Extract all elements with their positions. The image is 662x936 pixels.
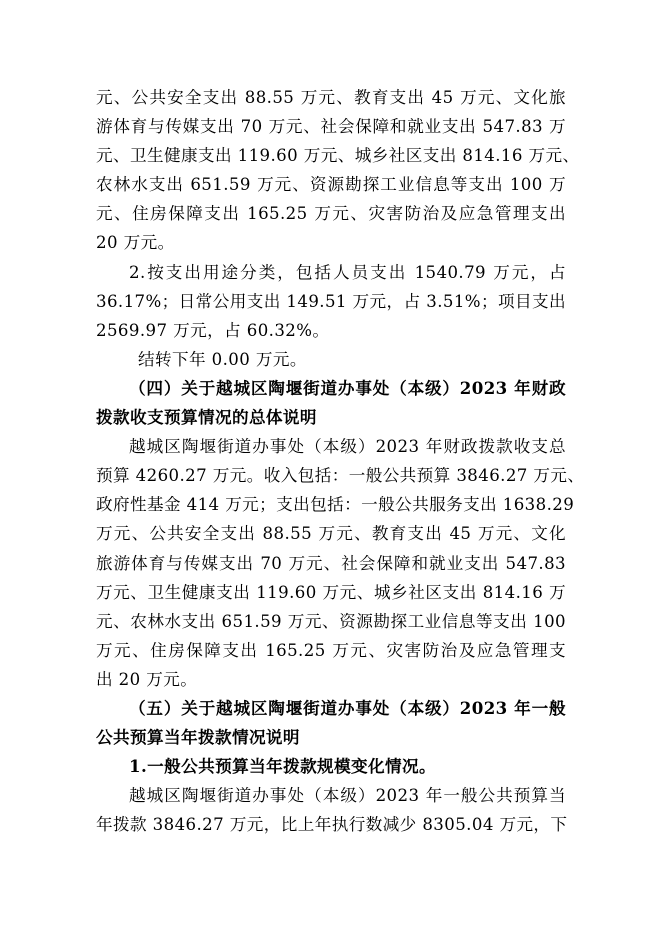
paragraph-start: 结转下年 0.00 万元。 (138, 349, 307, 369)
text-line: 万元、公共安全支出 88.55 万元、教育支出 45 万元、文化 (96, 524, 566, 544)
text-line: 旅游体育与传媒支出 70 万元、社会保障和就业支出 547.83 (96, 553, 566, 573)
text-line: 20 万元。 (96, 233, 175, 253)
text-line: 政府性基金 414 万元；支出包括：一般公共服务支出 1638.29 (96, 495, 575, 515)
text-line: 元、卫生健康支出 119.60 万元、城乡社区支出 814.16 万元、 (96, 146, 580, 166)
section-heading: （四）关于越城区陶堰街道办事处（本级）2023 年财政 (129, 377, 566, 398)
text-line: 元、公共安全支出 88.55 万元、教育支出 45 万元、文化旅 (96, 88, 566, 107)
text-line: 元、住房保障支出 165.25 万元、灾害防治及应急管理支出 (96, 204, 566, 224)
text-line: 2569.97 万元，占 60.32%。 (96, 320, 330, 340)
text-line: 年拨款 3846.27 万元，比上年执行数减少 8305.04 万元，下 (96, 815, 568, 835)
text-line: 游体育与传媒支出 70 万元、社会保障和就业支出 547.83 万 (96, 117, 566, 137)
text-line: 元、农林水支出 651.59 万元、资源勘探工业信息等支出 100 (96, 611, 566, 631)
section-heading: 公共预算当年拨款情况说明 (96, 727, 300, 748)
paragraph-start: 越城区陶堰街道办事处（本级）2023 年一般公共预算当 (129, 786, 566, 806)
text-line: 万元、住房保障支出 165.25 万元、灾害防治及应急管理支 (96, 640, 566, 660)
text-line: 出 20 万元。 (96, 669, 198, 689)
section-heading: （五）关于越城区陶堰街道办事处（本级）2023 年一般 (129, 697, 566, 718)
paragraph-start: 2.按支出用途分类，包括人员支出 1540.79 万元，占 (129, 262, 566, 282)
subsection-heading: 1.一般公共预算当年拨款规模变化情况。 (129, 756, 437, 777)
document-body (96, 83, 585, 839)
text-line: 农林水支出 651.59 万元、资源勘探工业信息等支出 100 万 (96, 175, 566, 195)
section-heading: 拨款收支预算情况的总体说明 (96, 407, 317, 428)
text-line: 万元、卫生健康支出 119.60 万元、城乡社区支出 814.16 万 (96, 582, 566, 602)
text-line: 预算 4260.27 万元。收入包括：一般公共预算 3846.27 万元、 (96, 466, 585, 486)
text-line: 36.17%；日常公用支出 149.51 万元，占 3.51%；项目支出 (96, 291, 566, 311)
paragraph-start: 越城区陶堰街道办事处（本级）2023 年财政拨款收支总 (129, 437, 566, 457)
